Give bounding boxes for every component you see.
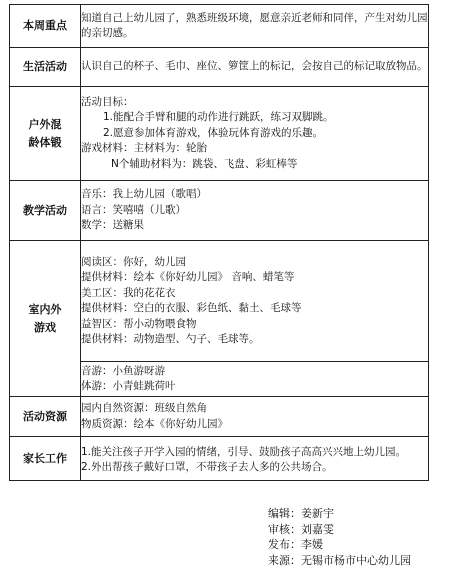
resource-material: 物质资源：绘本《你好幼儿园》 (81, 417, 228, 430)
row-label-teaching: 教学活动 (10, 181, 81, 241)
row-content-resources (81, 397, 429, 437)
indoor-reading-materials: 提供材料：绘本《你好幼儿园》 音响、蜡笔等 (81, 271, 295, 283)
credits (268, 506, 411, 568)
focus-line: 知道自己上幼儿园了，熟悉班级环境，愿意亲近老师和同伴，产生对幼儿园的亲切感。 (81, 11, 428, 39)
weekly-plan (9, 4, 429, 481)
row-label-indoor (10, 241, 81, 397)
indoor-music-game: 音游：小鱼游呀游 (81, 364, 165, 377)
table-row-outdoor (10, 87, 429, 181)
parent-task-1: 1.能关注孩子开学入园的情绪，引导、鼓励孩子高高兴兴地上幼儿园。 (81, 445, 407, 458)
row-label-focus: 本周重点 (10, 5, 81, 48)
table-row-focus (10, 5, 429, 48)
indoor-art-area: 美工区：我的花花衣 (81, 286, 176, 299)
indoor-art-materials: 提供材料：空白的衣服、彩色纸、黏土、毛球等 (81, 302, 302, 314)
outdoor-goal-heading: 活动目标： (81, 95, 134, 108)
outdoor-goal-1: 1.能配合手臂和腿的动作进行跳跃，练习双脚跳。 (103, 111, 334, 124)
row-content-teaching (81, 181, 429, 241)
row-content-indoor-games (81, 362, 429, 397)
teaching-language: 语言：笑嘻嘻（儿歌） (81, 203, 186, 216)
row-content-life (81, 48, 429, 87)
outdoor-label-text: 户外混龄体锻 (28, 117, 62, 149)
teaching-music: 音乐：我上幼儿园（歌唱） (81, 188, 207, 201)
row-content-focus (81, 5, 429, 48)
row-label-parents: 家长工作 (10, 437, 81, 481)
credit-reviewer: 审核：刘嘉雯 (268, 522, 334, 536)
table-row-parents (10, 437, 429, 481)
row-content-outdoor (81, 87, 429, 181)
row-label-outdoor (10, 87, 81, 181)
credit-publisher: 发布：李媛 (268, 538, 323, 551)
indoor-puzzle-materials: 提供材料：动物造型、勺子、毛球等。 (81, 333, 260, 345)
indoor-label-text: 室内外游戏 (28, 302, 62, 334)
table-row-life (10, 48, 429, 87)
row-content-parents (81, 437, 429, 481)
teaching-math: 数学：送糖果 (81, 219, 144, 232)
outdoor-goal-2: 2.愿意参加体育游戏，体验玩体育游戏的乐趣。 (103, 126, 324, 139)
table-row-teaching (10, 181, 429, 241)
indoor-puzzle-area: 益智区：帮小动物喂食物 (81, 317, 197, 330)
indoor-sport-game: 体游：小青蛙跳荷叶 (81, 380, 176, 392)
outdoor-materials-main: 游戏材料：主材料为：轮胎 (81, 142, 207, 155)
row-content-indoor-areas (81, 241, 429, 362)
row-label-resources: 活动资源 (10, 397, 81, 437)
indoor-reading-area: 阅读区：你好，幼儿园 (81, 255, 186, 268)
life-line: 认识自己的杯子、毛巾、座位、箩筐上的标记，会按自己的标记取放物品。 (81, 60, 428, 73)
row-label-life: 生活活动 (10, 48, 81, 87)
table-row-indoor (10, 241, 429, 362)
weekly-plan-table (9, 4, 429, 481)
resource-nature: 园内自然资源：班级自然角 (81, 402, 207, 414)
table-row-resources (10, 397, 429, 437)
parent-task-2: 2.外出帮孩子戴好口罩，不带孩子去人多的公共场合。 (81, 461, 333, 473)
outdoor-materials-aux: N个辅助材料为：跳袋、飞盘、彩虹棒等 (111, 157, 298, 170)
credit-editor: 编辑：姜新宇 (268, 507, 334, 520)
credit-source: 来源：无锡市杨市中心幼儿园 (268, 553, 411, 567)
